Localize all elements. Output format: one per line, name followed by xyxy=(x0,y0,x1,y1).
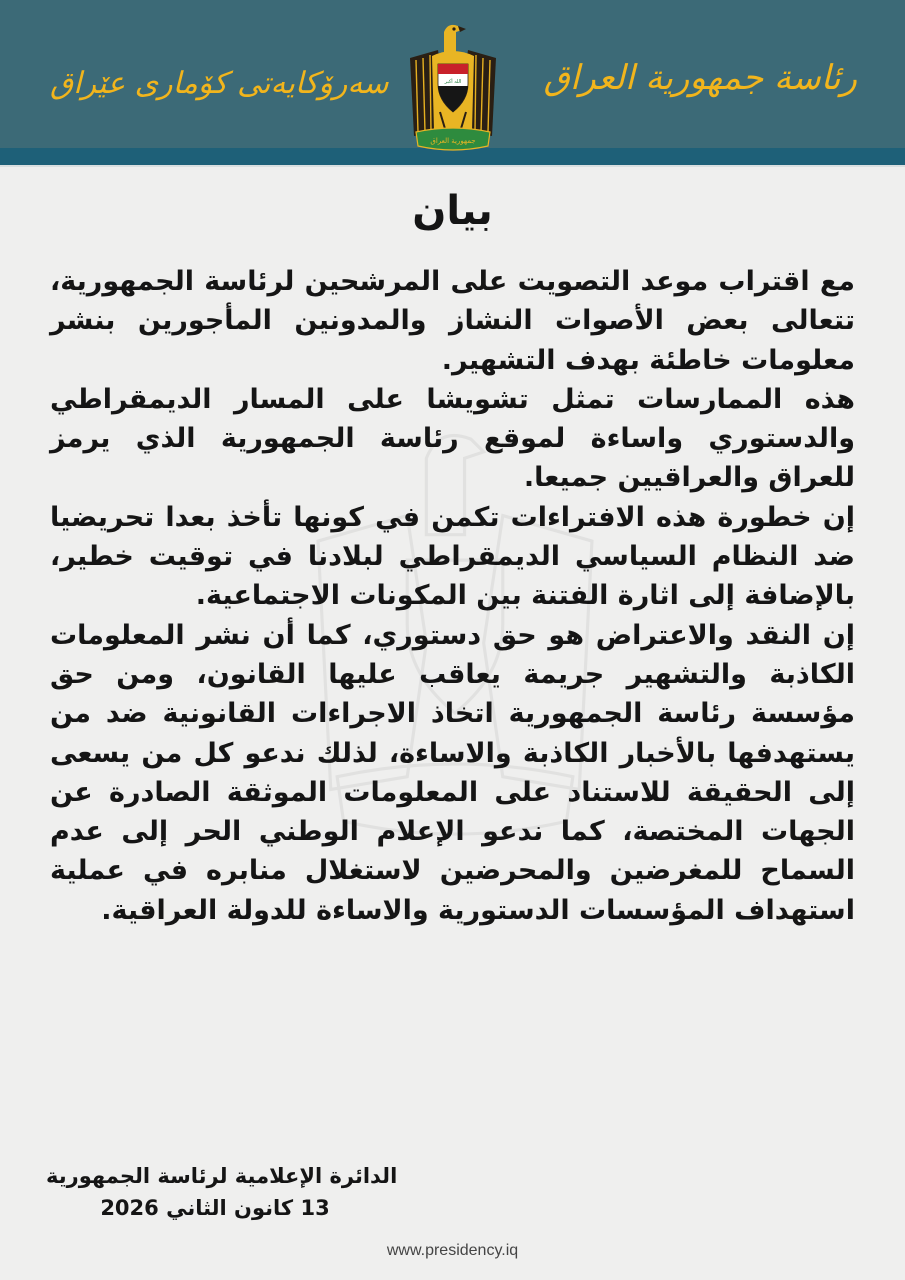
statement-date: 13 كانون الثاني 2026 xyxy=(100,1196,330,1220)
iraq-coat-of-arms-eagle-icon xyxy=(398,20,508,155)
svg-text:الله أكبر: الله أكبر xyxy=(444,79,462,85)
statement-heading: بيان xyxy=(412,188,493,234)
statement-paragraph: إن النقد والاعتراض هو حق دستوري، كما أن نشر المعلومات الكاذبة والتشهير جريمة يعاقب عليها القانون، ومن حق مؤسسة رئاسة الجمهورية اتخاذ الاجراءات القانونية ضد من يستهدفها بالأخبار الكاذبة والاساءة، لذلك ندعو كل من يسعى إلى الحقيقة للاستناد على المعلومات الموثقة الصادرة عن الجهات المختصة، كما ندعو الإعلام الوطني الحر إلى عدم السماح للمغرضين والمحرضين لاستغلال منابره في عملية استهداف المؤسسات الدستورية والاساءة للدولة العراقية. xyxy=(50,619,855,926)
statement-paragraph: إن خطورة هذه الافتراءات تكمن في كونها تأخذ بعدا تحريضيا ضد النظام السياسي الديمقراطي لبلادنا في توقيت خطير، بالإضافة إلى اثارة الفتنة بين المكونات الاجتماعية. xyxy=(50,501,855,612)
statement-paragraph: مع اقتراب موعد التصويت على المرشحين لرئاسة الجمهورية، تتعالى بعض الأصوات النشاز والمدونين المأجورين بنشر معلومات خاطئة بهدف التشهير. xyxy=(50,266,855,376)
issuing-office: الدائرة الإعلامية لرئاسة الجمهورية xyxy=(46,1164,398,1188)
statement-body xyxy=(50,262,855,930)
signature-block xyxy=(40,1160,450,1224)
header-divider xyxy=(0,165,905,167)
website-link[interactable]: www.presidency.iq xyxy=(386,1242,519,1259)
svg-text:جمهورية العراق: جمهورية العراق xyxy=(430,137,476,145)
statement-paragraph: هذه الممارسات تمثل تشويشا على المسار الديمقراطي والدستوري واساءة لموقع رئاسة الجمهورية الذي يرمز للعراق والعراقيين جميعا. xyxy=(50,383,855,494)
header-banner xyxy=(0,0,905,165)
header-title-arabic: رئاسة جمهورية العراق xyxy=(543,58,857,98)
header-title-kurdish: سەرۆکایەتی کۆماری عێراق xyxy=(50,66,389,101)
